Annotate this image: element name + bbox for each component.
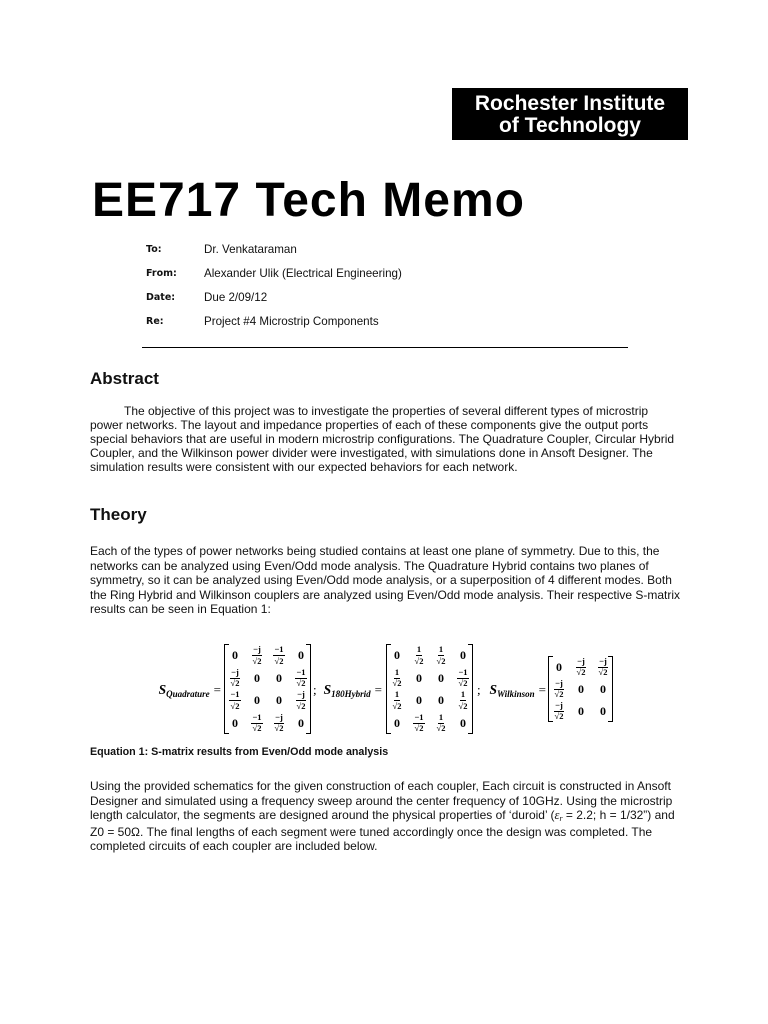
fraction	[230, 668, 240, 689]
permittivity-symbol: ε	[554, 808, 560, 822]
fraction	[229, 690, 240, 711]
s-wilkinson-label	[489, 681, 546, 699]
matrix-entry	[246, 712, 268, 735]
fraction	[554, 679, 564, 700]
fraction	[273, 645, 284, 666]
matrix-entry	[224, 644, 246, 667]
matrix-value: 0	[416, 693, 422, 708]
document-title: EE717 Tech Memo	[92, 174, 525, 227]
matrix-value: 0	[394, 715, 400, 730]
theory-line: Each of the types of power networks being studied contains at least one plane of symmetry. Due to this, the	[90, 544, 660, 558]
fraction-denominator: √2	[392, 678, 402, 688]
theory-line: results can be seen in Equation 1:	[90, 602, 271, 616]
equals-sign: =	[213, 682, 221, 697]
abstract-line: Coupler, and the Wilkinson power divider were investigated, with simulations done in Ansoft Designer. The	[90, 446, 653, 460]
fraction-numerator: −j	[599, 655, 607, 666]
fraction-numerator: −1	[414, 711, 424, 722]
abstract-paragraph	[90, 404, 674, 474]
abstract-line: power networks. The layout and impedance properties of each of these components give the output ports	[90, 418, 649, 432]
fraction-numerator: −j	[297, 689, 305, 699]
fraction-denominator: √2	[274, 655, 284, 666]
matrix-entry	[430, 667, 452, 690]
fraction-numerator: −1	[274, 644, 284, 654]
fraction-denominator: √2	[598, 667, 608, 678]
fraction	[457, 668, 468, 689]
right-bracket	[608, 656, 613, 722]
matrix-entry	[268, 712, 290, 735]
fraction-numerator: 1	[394, 666, 400, 677]
matrix-entry	[268, 644, 290, 667]
fraction-denominator: √2	[576, 667, 586, 678]
matrix-entry	[548, 656, 570, 678]
matrix-value: 0	[416, 670, 422, 685]
fraction-denominator: √2	[392, 700, 402, 711]
fraction	[295, 668, 306, 689]
matrix-entry	[430, 689, 452, 712]
fraction-denominator: √2	[458, 700, 468, 711]
memo-field-re	[146, 314, 666, 330]
s-180hybrid-label	[324, 681, 382, 699]
fraction-denominator: √2	[414, 723, 424, 733]
fraction-numerator: −j	[231, 666, 239, 677]
fraction	[415, 645, 424, 666]
s-matrix-wilkinson	[548, 656, 613, 722]
fraction-denominator: √2	[230, 700, 240, 711]
fraction-denominator: √2	[414, 655, 424, 666]
theory-line: the Ring Hybrid and Wilkinson couplers are analyzed using Even/Odd mode analysis. Their respective S-matrix	[90, 587, 681, 602]
s-symbol: S	[323, 682, 332, 697]
memo-field-from	[146, 266, 666, 282]
fraction-denominator: √2	[274, 723, 284, 733]
fraction-denominator: √2	[252, 723, 262, 733]
matrix-entry	[246, 689, 268, 712]
abstract-line: simulation results were consistent with our expected behaviors for each network.	[90, 460, 518, 474]
fraction-numerator: −1	[230, 689, 240, 699]
matrix-value: 0	[438, 693, 444, 708]
fraction-numerator: 1	[438, 644, 444, 654]
matrix-cells	[224, 644, 312, 734]
matrix-entry	[224, 667, 246, 690]
institution-name-line: Rochester Institute	[474, 92, 666, 115]
theory-paragraph	[90, 544, 680, 617]
matrix-value: 0	[460, 648, 466, 663]
matrix-entry	[268, 689, 290, 712]
matrix-value: 0	[254, 670, 260, 685]
matrix-cells	[386, 644, 474, 734]
right-bracket	[468, 644, 473, 734]
equation-separator: ;	[313, 682, 317, 697]
memo-value: Project #4 Microstrip Components	[204, 315, 379, 328]
build-line: Using the provided schematics for the given construction of each coupler, Each circuit is constructed in Ansoft	[90, 779, 671, 793]
s-matrix-quadrature	[224, 644, 311, 734]
fraction	[437, 713, 446, 734]
build-line: completed circuits of each coupler are included below.	[90, 839, 378, 853]
institution-logo-box	[452, 88, 688, 140]
matrix-entry	[408, 689, 430, 712]
s-symbol: S	[489, 682, 497, 697]
fraction-denominator: √2	[554, 689, 564, 700]
fraction-numerator: −1	[296, 666, 306, 677]
fraction-denominator: √2	[458, 678, 468, 688]
fraction-denominator: √2	[252, 655, 262, 666]
fraction	[393, 668, 402, 689]
matrix-value: 0	[556, 660, 562, 674]
memo-label: From:	[146, 268, 177, 279]
matrix-value: 0	[438, 670, 444, 685]
fraction	[251, 713, 262, 734]
matrix-value: 0	[232, 715, 238, 730]
permittivity-subscript: r	[559, 814, 563, 823]
memo-label: Re:	[146, 316, 164, 327]
institution-name-line: of Technology	[499, 114, 641, 137]
fraction-numerator: −j	[253, 644, 261, 654]
matrix-entry	[408, 712, 430, 735]
fraction-denominator: √2	[436, 723, 446, 733]
matrix-entry	[386, 667, 408, 690]
fraction-numerator: −1	[458, 666, 468, 677]
theory-line: symmetry, so it can be analyzed using Even/Odd mode analysis, or a superposition of 4 different modes. Both	[90, 573, 672, 587]
build-line-text: length calculator, the segments are designed around the physical properties of ‘duroid’ (	[90, 808, 555, 822]
matrix-entry	[386, 689, 408, 712]
fraction-numerator: −j	[275, 711, 283, 722]
memo-value: Alexander Ulik (Electrical Engineering)	[204, 267, 402, 280]
build-paragraph	[90, 779, 675, 854]
matrix-value: 0	[276, 693, 282, 708]
matrix-entry	[548, 678, 570, 700]
matrix-entry	[570, 678, 592, 700]
theory-heading: Theory	[90, 505, 147, 524]
matrix-entry	[430, 644, 452, 667]
fraction	[393, 690, 402, 711]
memo-value: Due 2/09/12	[204, 291, 268, 304]
fraction-numerator: −j	[555, 677, 563, 688]
fraction-numerator: −1	[252, 711, 262, 722]
fraction-numerator: −j	[555, 699, 563, 710]
fraction-numerator: 1	[438, 711, 444, 722]
fraction-numerator: 1	[394, 689, 400, 699]
matrix-subscript: 180Hybrid	[331, 689, 371, 699]
s-symbol: S	[158, 682, 167, 697]
memo-value: Dr. Venkataraman	[204, 243, 297, 256]
matrix-entry	[548, 700, 570, 722]
matrix-value: 0	[232, 648, 238, 663]
fraction-numerator: 1	[416, 644, 422, 654]
matrix-value: 0	[578, 704, 584, 718]
build-line: Z0 = 50Ω. The final lengths of each segment were tuned accordingly once the design was completed. The	[90, 824, 653, 839]
matrix-value: 0	[254, 693, 260, 708]
fraction	[598, 657, 608, 678]
memo-field-to	[146, 242, 666, 258]
matrix-entry	[268, 667, 290, 690]
matrix-subscript: Quadrature	[166, 689, 210, 699]
matrix-entry	[408, 667, 430, 690]
right-bracket	[306, 644, 311, 734]
matrix-value: 0	[394, 648, 400, 663]
equals-sign: =	[374, 682, 382, 697]
matrix-value: 0	[600, 704, 606, 718]
equals-sign: =	[538, 682, 546, 697]
matrix-entry	[430, 712, 452, 735]
fraction-denominator: √2	[436, 655, 446, 666]
fraction	[296, 690, 306, 711]
matrix-subscript: Wilkinson	[496, 689, 535, 699]
matrix-value: 0	[298, 715, 304, 730]
matrix-value: 0	[578, 682, 584, 696]
fraction	[554, 701, 564, 722]
fraction-denominator: √2	[296, 678, 306, 688]
fraction	[413, 713, 424, 734]
matrix-entry	[386, 644, 408, 667]
abstract-line: The objective of this project was to investigate the properties of several different types of microstrip	[124, 404, 649, 418]
fraction-denominator: √2	[230, 678, 240, 688]
matrix-value: 0	[298, 648, 304, 663]
memo-label: Date:	[146, 292, 176, 303]
fraction-numerator: −j	[577, 655, 585, 666]
matrix-entry	[246, 644, 268, 667]
fraction	[252, 645, 262, 666]
fraction	[437, 645, 446, 666]
fraction	[459, 690, 468, 711]
fraction	[274, 713, 284, 734]
abstract-heading: Abstract	[90, 369, 159, 388]
theory-line: networks can be analyzed using Even/Odd mode analysis. The Quadrature Hybrid contains two planes of	[90, 558, 649, 573]
build-line: Designer and simulated using a frequency sweep around the center frequency of 10GHz. Using the microstrip	[90, 793, 673, 808]
matrix-entry	[224, 689, 246, 712]
matrix-entry	[570, 656, 592, 678]
s-quadrature-label	[159, 681, 221, 699]
abstract-line: special behaviors that are useful in modern microstrip configurations. The Quadrature Coupler, Circular Hybrid	[90, 432, 675, 446]
s-matrix-180hybrid	[386, 644, 473, 734]
equation-caption: Equation 1: S-matrix results from Even/Odd mode analysis	[90, 746, 389, 758]
build-line-text: = 2.2; h = 1/32”) and	[562, 808, 675, 822]
matrix-entry	[224, 712, 246, 735]
matrix-value: 0	[276, 670, 282, 685]
build-line	[90, 808, 675, 825]
matrix-entry	[386, 712, 408, 735]
memo-field-date	[146, 290, 666, 306]
memo-label: To:	[146, 244, 162, 255]
matrix-entry	[408, 644, 430, 667]
fraction-denominator: √2	[554, 711, 564, 722]
equation-separator: ;	[477, 682, 481, 697]
fraction	[576, 657, 586, 678]
matrix-entry	[570, 700, 592, 722]
matrix-value: 0	[600, 682, 606, 696]
memo-divider	[142, 347, 628, 348]
fraction-denominator: √2	[296, 700, 306, 711]
matrix-value: 0	[460, 715, 466, 730]
fraction-numerator: 1	[460, 689, 466, 699]
matrix-entry	[246, 667, 268, 690]
matrix-cells	[548, 656, 614, 722]
